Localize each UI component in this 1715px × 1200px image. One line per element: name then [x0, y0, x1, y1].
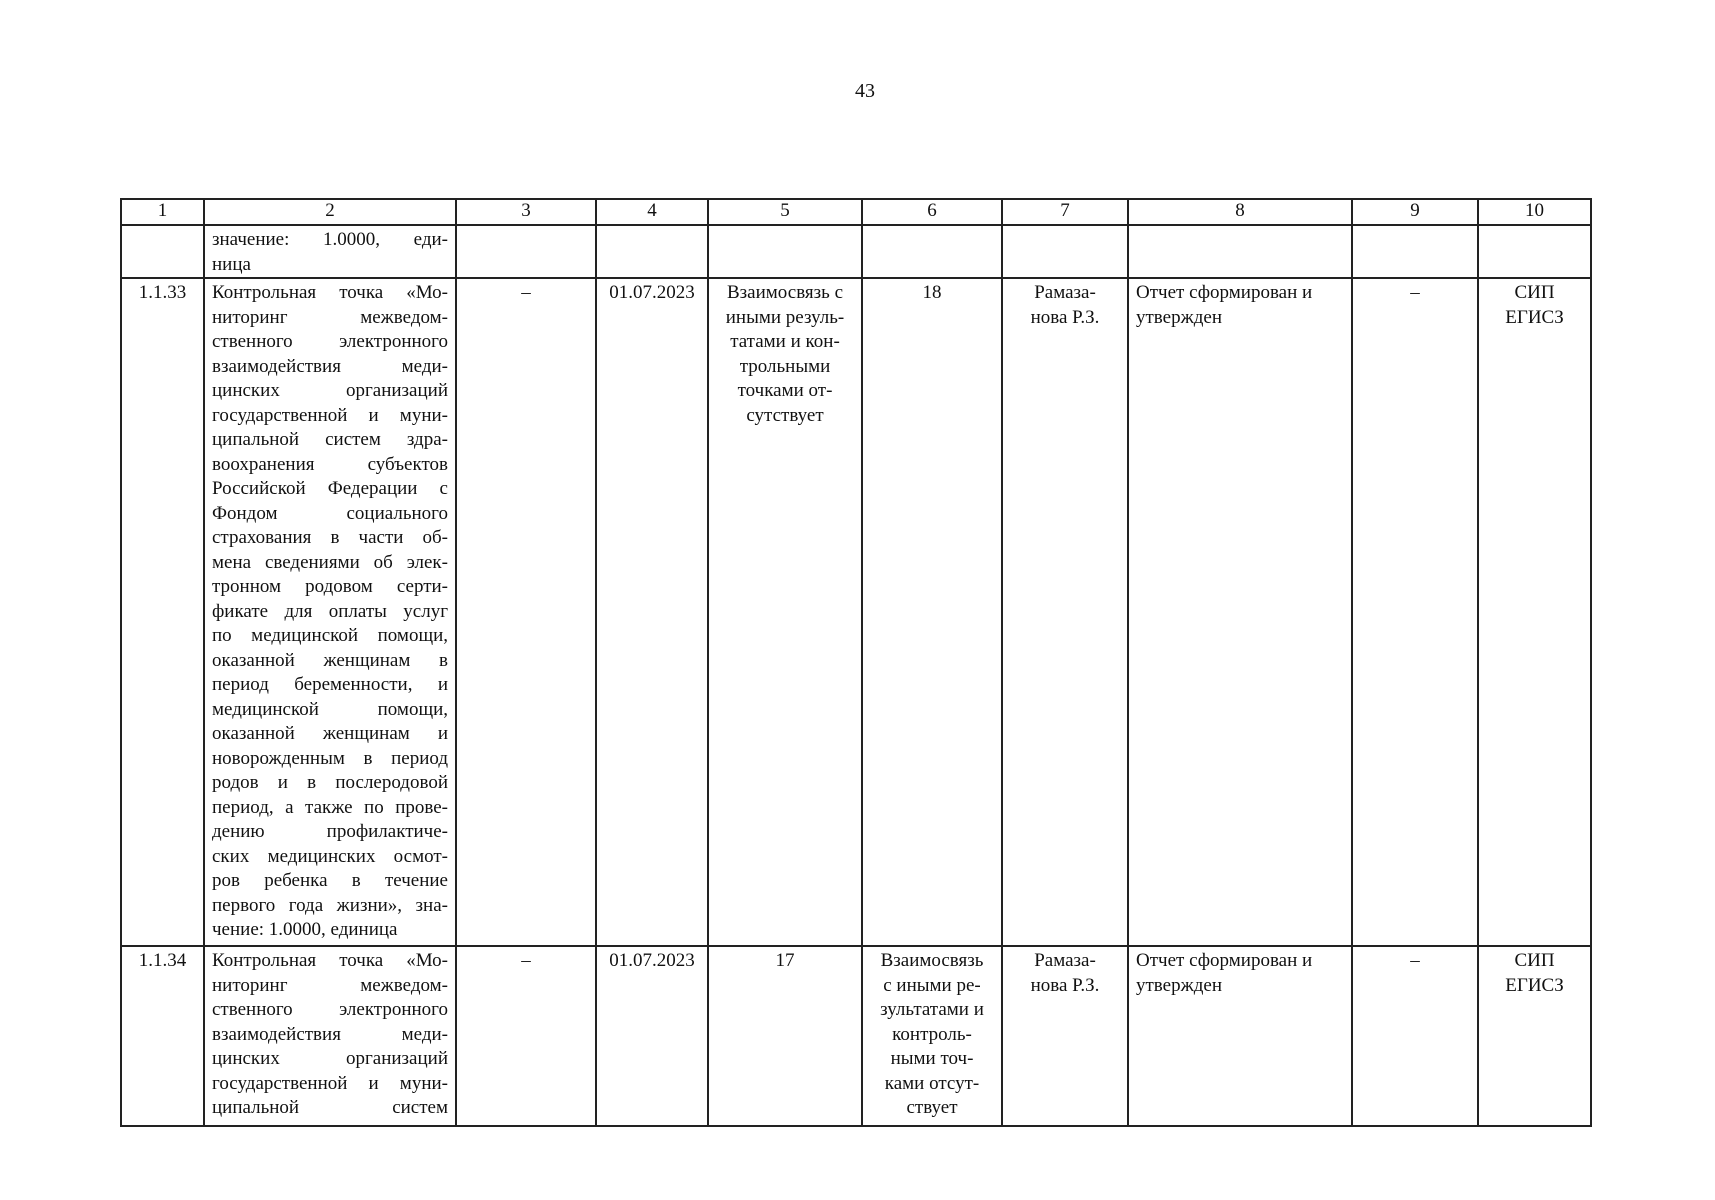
column-header: 10 — [1478, 199, 1591, 225]
plan-table — [120, 198, 1592, 1127]
column-header: 1 — [121, 199, 204, 225]
description-line: государственной и муни- — [212, 1072, 448, 1094]
cell-col3: – — [456, 946, 596, 1126]
column-header: 8 — [1128, 199, 1352, 225]
description-line: по медицинской помощи, — [212, 625, 448, 646]
description-line: взаимодействия меди- — [212, 1023, 448, 1045]
cell-line: зультатами и — [880, 999, 984, 1020]
cell-col5 — [708, 278, 862, 946]
cell-col9: – — [1352, 278, 1478, 946]
description-line: воохранения субъектов — [212, 453, 448, 475]
cell-col7-responsible — [1002, 946, 1128, 1126]
column-header: 9 — [1352, 199, 1478, 225]
cell-col10 — [1478, 278, 1591, 946]
cell-line: Взаимосвязь с — [726, 282, 844, 303]
description-line: период, а также по прове- — [212, 796, 448, 818]
description-line: цинских организаций — [212, 1048, 448, 1069]
cell-col9: – — [1352, 946, 1478, 1126]
cell-line: сутствует — [746, 404, 824, 426]
cell-line: Отчет сформирован и — [1136, 950, 1313, 971]
cell-col6 — [862, 278, 1002, 946]
description-line: ственного электронного — [212, 999, 448, 1020]
cell-line: утвержден — [1136, 306, 1222, 328]
description-cell — [204, 278, 456, 946]
description-line: оказанной женщинам и — [212, 723, 448, 744]
column-number-header-row — [121, 199, 1591, 225]
page-number: 43 — [855, 80, 875, 102]
cell-col5 — [708, 225, 862, 278]
cell-line: татами и кон- — [730, 331, 840, 352]
cell-line: 17 — [775, 950, 795, 971]
column-header: 4 — [596, 199, 708, 225]
cell-line: контроль- — [892, 1023, 972, 1045]
description-line: период беременности, и — [212, 674, 448, 695]
description-line: фикате для оплаты услуг — [212, 600, 448, 622]
column-header: 7 — [1002, 199, 1128, 225]
description-line: Контрольная точка «Мо- — [212, 282, 448, 303]
cell-col4-date: 01.07.2023 — [596, 946, 708, 1126]
cell-col4 — [596, 225, 708, 278]
cell-line: утвержден — [1136, 974, 1222, 996]
table-row — [121, 946, 1591, 1126]
description-line: Российской Федерации с — [212, 478, 448, 499]
cell-line: Рамаза- — [1034, 282, 1096, 303]
column-header: 6 — [862, 199, 1002, 225]
description-line: Контрольная точка «Мо- — [212, 950, 448, 971]
cell-line: трольными — [739, 355, 831, 377]
cell-line: ными точ- — [890, 1048, 974, 1069]
description-line: новорожденным в период — [212, 747, 448, 769]
cell-col7-responsible — [1002, 278, 1128, 946]
description-line: ципальной систем — [212, 1097, 448, 1118]
cell-line: нова Р.З. — [1030, 306, 1100, 328]
cell-line: Взаимосвязь — [880, 950, 984, 971]
description-line: ципальной систем здра- — [212, 429, 448, 450]
cell-col3: – — [456, 278, 596, 946]
table-row — [121, 225, 1591, 278]
description-line: значение: 1.0000, еди- — [212, 229, 448, 250]
cell-col9 — [1352, 225, 1478, 278]
cell-line: с иными ре- — [883, 974, 981, 996]
cell-line: точками от- — [737, 380, 833, 401]
description-line: взаимодействия меди- — [212, 355, 448, 377]
description-line: родов и в послеродовой — [212, 772, 448, 793]
cell-col6 — [862, 225, 1002, 278]
description-line: ских медицинских осмот- — [212, 845, 448, 867]
description-line: страхования в части об- — [212, 527, 448, 548]
description-cell — [204, 225, 456, 278]
cell-line: Рамаза- — [1034, 950, 1096, 971]
description-cell — [204, 946, 456, 1126]
cell-col8 — [1128, 278, 1352, 946]
description-line: оказанной женщинам в — [212, 649, 448, 671]
cell-col10 — [1478, 225, 1591, 278]
cell-col10 — [1478, 946, 1591, 1126]
description-line: ров ребенка в течение — [212, 870, 448, 891]
description-line: ственного электронного — [212, 331, 448, 352]
cell-line: ЕГИСЗ — [1505, 974, 1564, 996]
description-line: Фондом социального — [212, 502, 448, 524]
column-header: 5 — [708, 199, 862, 225]
description-line: тронном родовом серти- — [212, 576, 448, 597]
description-line: ниторинг межведом- — [212, 974, 448, 996]
cell-line: ками отсут- — [884, 1072, 980, 1094]
item-number-cell — [121, 225, 204, 278]
cell-col8 — [1128, 946, 1352, 1126]
cell-line: ЕГИСЗ — [1505, 306, 1564, 328]
column-header: 2 — [204, 199, 456, 225]
cell-line: СИП — [1514, 282, 1555, 303]
cell-col8 — [1128, 225, 1352, 278]
description-line: чение: 1.0000, единица — [212, 919, 398, 940]
description-line: ниторинг межведом- — [212, 306, 448, 328]
cell-line: СИП — [1514, 950, 1555, 971]
description-line: государственной и муни- — [212, 404, 448, 426]
cell-col6 — [862, 946, 1002, 1126]
cell-line: Отчет сформирован и — [1136, 282, 1313, 303]
description-line: мена сведениями об элек- — [212, 551, 448, 573]
cell-line: нова Р.З. — [1030, 974, 1100, 996]
item-number-cell: 1.1.33 — [121, 278, 204, 946]
description-line: первого года жизни», зна- — [212, 894, 448, 916]
item-number-cell: 1.1.34 — [121, 946, 204, 1126]
column-header: 3 — [456, 199, 596, 225]
cell-line: иными резуль- — [725, 306, 845, 328]
cell-col3 — [456, 225, 596, 278]
description-line: цинских организаций — [212, 380, 448, 401]
cell-line: ствует — [906, 1097, 958, 1118]
description-line: медицинской помощи, — [212, 698, 448, 720]
cell-line: 18 — [922, 282, 942, 303]
cell-col4-date: 01.07.2023 — [596, 278, 708, 946]
description-line: ница — [212, 253, 251, 275]
cell-col7 — [1002, 225, 1128, 278]
table-row — [121, 278, 1591, 946]
description-line: дению профилактиче- — [212, 821, 448, 842]
cell-col5 — [708, 946, 862, 1126]
